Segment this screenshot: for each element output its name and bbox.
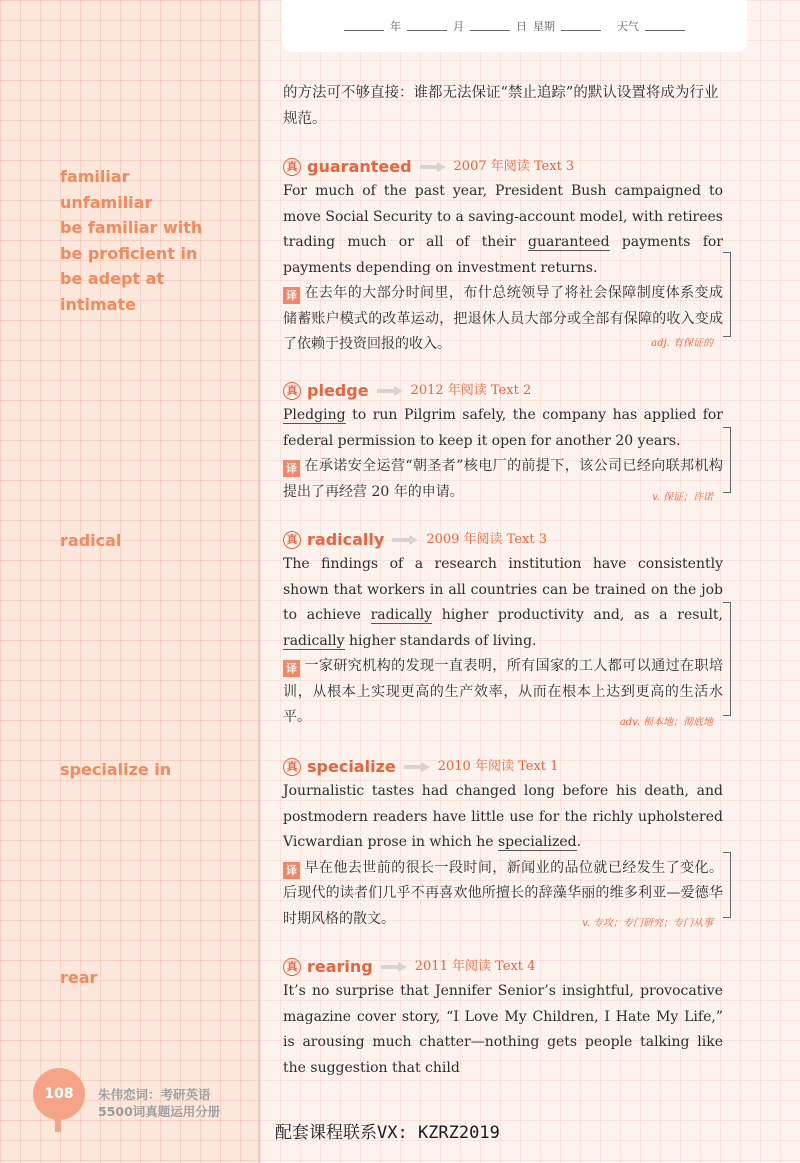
sentence-text: For much of the past year, President Bush campaigned to move Social Security to a saving-account model, with retirees trading much or all of their: [283, 183, 723, 250]
entry-specialize: [283, 755, 723, 932]
pos-note: v. 专攻；专门研究；专门从事: [582, 918, 713, 929]
underlined-word: radically: [370, 607, 433, 623]
zhen-badge-icon: 真: [283, 958, 301, 976]
zhen-badge-icon: 真: [283, 158, 301, 176]
pos-note: adj. 有保证的: [651, 338, 713, 349]
zhen-badge-icon: 真: [283, 531, 301, 549]
page-number: 108: [44, 1086, 74, 1102]
yi-badge-icon: 译: [283, 460, 300, 477]
entry-pledge: [283, 379, 723, 505]
sentence-text: Journalistic tastes had changed long before his death, and postmodern readers have little use for the richly upholstered Vicwardian prose in which he: [283, 783, 723, 850]
yi-badge-icon: 译: [283, 287, 300, 304]
entry-header: [283, 379, 723, 403]
entry-header: [283, 528, 723, 552]
source-label: 2007 年阅读 Text 3: [453, 159, 575, 175]
zhen-badge-icon: 真: [283, 758, 301, 776]
sentence-text: higher productivity and, as a result,: [432, 607, 723, 623]
yi-badge-icon: 译: [283, 862, 300, 879]
arrow-icon: [404, 763, 430, 771]
sidebar-word: be proficient in: [60, 243, 198, 263]
sidebar-group-radical: [60, 528, 250, 554]
headword: pledge: [307, 381, 369, 401]
year-label: 年: [390, 20, 401, 33]
headword: radically: [307, 530, 385, 550]
entry-rearing: [283, 955, 723, 1081]
entry-header: [283, 755, 723, 779]
month-blank[interactable]: [407, 21, 447, 31]
pos-note: adv. 根本地；彻底地: [619, 717, 713, 728]
zhen-badge-icon: 真: [283, 382, 301, 400]
bracket-line: [723, 427, 731, 493]
underlined-word: specialized: [497, 834, 577, 850]
yi-badge-icon: 译: [283, 660, 300, 677]
arrow-icon: [392, 536, 418, 544]
sidebar-word: specialize in: [60, 760, 172, 779]
bracket-line: [723, 252, 731, 337]
underlined-word: Pledging: [283, 407, 346, 423]
bracket-line: [723, 602, 731, 716]
sidebar-group-specialize: [60, 757, 250, 783]
entry-header: [283, 155, 723, 179]
english-sentence: [283, 779, 723, 856]
sentence-text: higher standards of living.: [344, 632, 537, 649]
page-number-badge: [33, 1068, 85, 1120]
sentence-text: The findings of a research institution have consistently shown that workers in all countries can be trained on the job to achieve: [283, 556, 723, 623]
headword: rearing: [307, 957, 373, 977]
headword: guaranteed: [307, 157, 412, 177]
underlined-word: radically: [283, 632, 345, 649]
month-label: 月: [453, 20, 464, 33]
translation-text: 在承诺安全运营“朝圣者”核电厂的前提下，该公司已经向联邦机构提出了再经营 20 年的申请。: [283, 458, 723, 500]
weekday-label: 星期: [533, 20, 555, 33]
underlined-word: guaranteed: [528, 234, 610, 250]
date-header: [282, 0, 747, 52]
arrow-icon: [420, 163, 446, 171]
sentence-text: payments for payments depending on investment returns.: [283, 234, 723, 276]
intro-paragraph: 的方法可不够直接：谁都无法保证“禁止追踪”的默认设置将成为行业规范。: [283, 85, 719, 127]
entry-header: [283, 955, 723, 979]
english-sentence: [283, 179, 723, 281]
weather-blank[interactable]: [645, 21, 685, 31]
book-title: [98, 1086, 220, 1120]
sentence-text: to run Pilgrim safely, the company has applied for federal permission to keep it open for another 20 years.: [283, 407, 723, 449]
sidebar-word: be adept at: [60, 269, 165, 288]
day-label: 日: [516, 20, 527, 33]
source-label: 2009 年阅读 Text 3: [426, 532, 547, 548]
book-title-line: 5500词真题运用分册: [98, 1104, 221, 1119]
source-label: 2011 年阅读 Text 4: [414, 959, 536, 975]
sidebar-group-familiar: [60, 164, 250, 317]
english-sentence: [283, 552, 723, 654]
translation-text: 早在他去世前的很长一段时间，新闻业的品位就已经发生了变化。后现代的读者们几乎不再喜欢他所擅长的辞藻华丽的维多利亚—爱德华时期风格的散文。: [283, 859, 723, 927]
sidebar-word: rear: [60, 968, 98, 987]
source-label: 2012 年阅读 Text 2: [410, 383, 532, 399]
entry-guaranteed: [283, 155, 723, 358]
arrow-icon: [381, 963, 407, 971]
translation-text: 一家研究机构的发现一直表明，所有国家的工人都可以通过在职培训，从根本上实现更高的生产效率，从而在根本上达到更高的生活水平。: [283, 658, 723, 725]
bracket-line: [723, 852, 731, 918]
watermark-text: 配套课程联系VX: KZRZ2019: [275, 1123, 500, 1143]
entry-radically: [283, 528, 723, 731]
pos-note: v. 保证；许诺: [652, 492, 713, 503]
sidebar-word: unfamiliar: [60, 192, 153, 212]
headword: specialize: [307, 757, 396, 777]
weather-label: 天气: [617, 20, 639, 33]
source-label: 2010 年阅读 Text 1: [437, 759, 559, 775]
english-sentence: [283, 403, 723, 454]
sidebar-word: radical: [60, 531, 122, 550]
sentence-text: .: [576, 834, 582, 850]
sidebar-group-rear: [60, 965, 250, 991]
year-blank[interactable]: [344, 21, 384, 31]
sidebar-word: be familiar with: [60, 218, 203, 237]
sidebar-word: intimate: [60, 294, 136, 314]
arrow-icon: [377, 387, 403, 395]
weekday-blank[interactable]: [561, 21, 601, 31]
book-title-line: 朱伟恋词：考研英语: [98, 1087, 211, 1102]
english-sentence: It’s no surprise that Jennifer Senior’s insightful, provocative magazine cover story, “I Love My Children, I Hate My Life,” is arousing much chatter—nothing gets people talking like the suggestion that child: [283, 983, 723, 1076]
sidebar-word: familiar: [60, 167, 130, 186]
translation-text: 在去年的大部分时间里，布什总统领导了将社会保障制度体系变成储蓄账户模式的改革运动，把退休人员大部分或全部有保障的收入变成了依赖于投资回报的收入。: [283, 285, 723, 352]
day-blank[interactable]: [470, 21, 510, 31]
